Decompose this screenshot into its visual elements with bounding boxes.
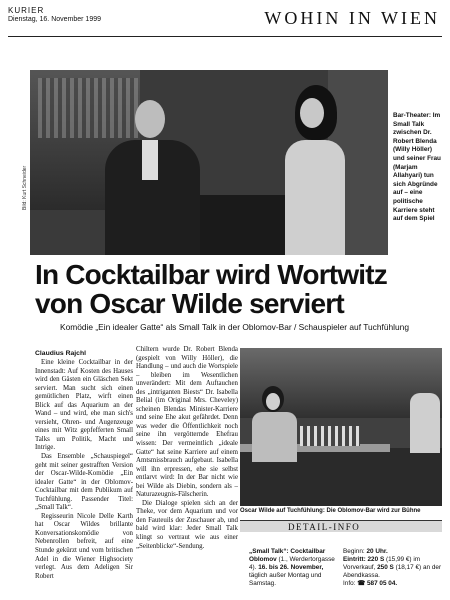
detail-info-venue	[249, 548, 337, 588]
section-title: WOHIN IN WIEN	[264, 8, 440, 28]
venue-name: „Small Talk“: Cocktailbar Oblomov	[249, 548, 326, 563]
actress-figure	[252, 386, 297, 456]
masthead	[8, 6, 442, 38]
paragraph: Chiltern wurde Dr. Robert Blenda (gespielt von Willy Höller), die Handlung – und auch die Wortspiele – bleiben im Wesentlichen unverändert: Mit dem Auftauchen des „intriganten Biests“ Dr. Isabella Belial (im Original Mrs. Cheveley) scheinen Blendas Minister-Karriere und seine Ehe akut gefährdet. Denn was weder die Öffentlichkeit noch seine ihn vergötternde Ehefrau wissen: Der vermeintlich „ideale Gatte“ hat seine Karriere auf einem Amtsmissbrauch aufgebaut. Isabella will ihn erpressen, ehe sie selbst entlarvt wird: In der Bar nicht wie bei Wilde als Diebin, sondern als – Naturazeugnis-Fälscherin.	[136, 346, 238, 499]
paragraph: Das Ensemble „Schauspiegel“ geht mit seiner gestrafften Version der Oscar-Wilde-Komödie „Ein idealer Gatte“ in der Oblomov-Cocktailbar mit dem Publikum auf Tuchfühlung. Passender Titel: „Small Talk“.	[35, 453, 133, 512]
schedule-note: täglich außer Montag und Samstag.	[249, 572, 322, 587]
article-column-1	[35, 359, 133, 595]
info-label: Info:	[343, 580, 356, 587]
boxoffice-price-eur: (18,17 €) an der Abendkassa.	[343, 564, 442, 579]
actor-figure	[105, 95, 195, 255]
masthead-rule	[8, 36, 442, 37]
venue-address: (1., Werdertorgasse 4).	[249, 556, 335, 571]
detail-info-header	[240, 520, 442, 532]
article-subheadline: Komödie „Ein idealer Gatte“ als Small Talk in der Oblomov-Bar / Schauspieler auf Tuchfühlung	[60, 322, 409, 332]
detail-info-title: DETAIL-INFO	[288, 522, 361, 532]
paragraph: Eine kleine Cocktailbar in der Innenstadt: Auf Kosten des Hauses wird den Gästen ein Gläschen Sekt serviert. Man sucht sich einen gemütlichen Platz, wirft einen Blick auf das Aquarium an der Wand – und wird, ehe man sich's versieht, Ohren- und Augenzeuge eines mit Witz gepfefferten Small Talks um Politik, Macht und Intrige.	[35, 359, 133, 452]
run-dates: 16. bis 26. November,	[258, 564, 324, 571]
main-photo	[30, 70, 388, 255]
article-headline: In Cocktailbar wird Wortwitz von Oscar Wilde serviert	[35, 259, 388, 319]
bar-stage-photo	[240, 348, 442, 506]
actress-figure	[275, 80, 355, 255]
begin-time: 20 Uhr.	[366, 548, 388, 555]
presale-price: 220 S	[367, 556, 385, 563]
boxoffice-price: 250 S	[377, 564, 394, 571]
article-column-2	[136, 346, 238, 596]
entry-label: Eintritt:	[343, 556, 366, 563]
begin-label: Beginn:	[343, 548, 365, 555]
bar-stage-photo-caption: Oscar Wilde auf Tuchfühlung: Die Oblomov-Bar wird zur Bühne	[240, 508, 421, 514]
paragraph: Regisseurin Nicole Delle Karth hat Oscar Wildes brillante Konversationskomödie von Nebenrollen befreit, auf eine Stunde gekürzt und vom britischen Adel in die Wiener Highsociety verlegt. Aus dem Adeligen Sir Robert	[35, 512, 133, 580]
paragraph: Die Dialoge spielen sich an der Theke, vor dem Aquarium und vor den Fauteuils der Zuschauer ab, und bald wird klar: Jeder Small Talk klingt so vertraut wie aus einer „Seitenblicke“-Sendung.	[136, 499, 238, 550]
author-byline: Claudius Rajchl	[35, 350, 86, 357]
issue-date: Dienstag, 16. November 1999	[8, 16, 101, 23]
detail-info-tickets	[343, 548, 443, 588]
phone-number: ☎ 587 05 04.	[357, 580, 398, 587]
actor-figure	[410, 393, 440, 453]
main-photo-caption: Bar-Theater: Im Small Talk zwischen Dr. Robert Blenda (Willy Höller) und seiner Frau (Marjam Allahyari) tun sich Abgründe auf – eine politische Karriere steht auf dem Spiel	[393, 112, 441, 223]
newspaper-name: KURIER	[8, 6, 45, 15]
presale-price-eur: (15,99 €) im Vorverkauf,	[343, 556, 421, 571]
photo-credit: Bild: Kurt Schneider	[22, 165, 28, 210]
